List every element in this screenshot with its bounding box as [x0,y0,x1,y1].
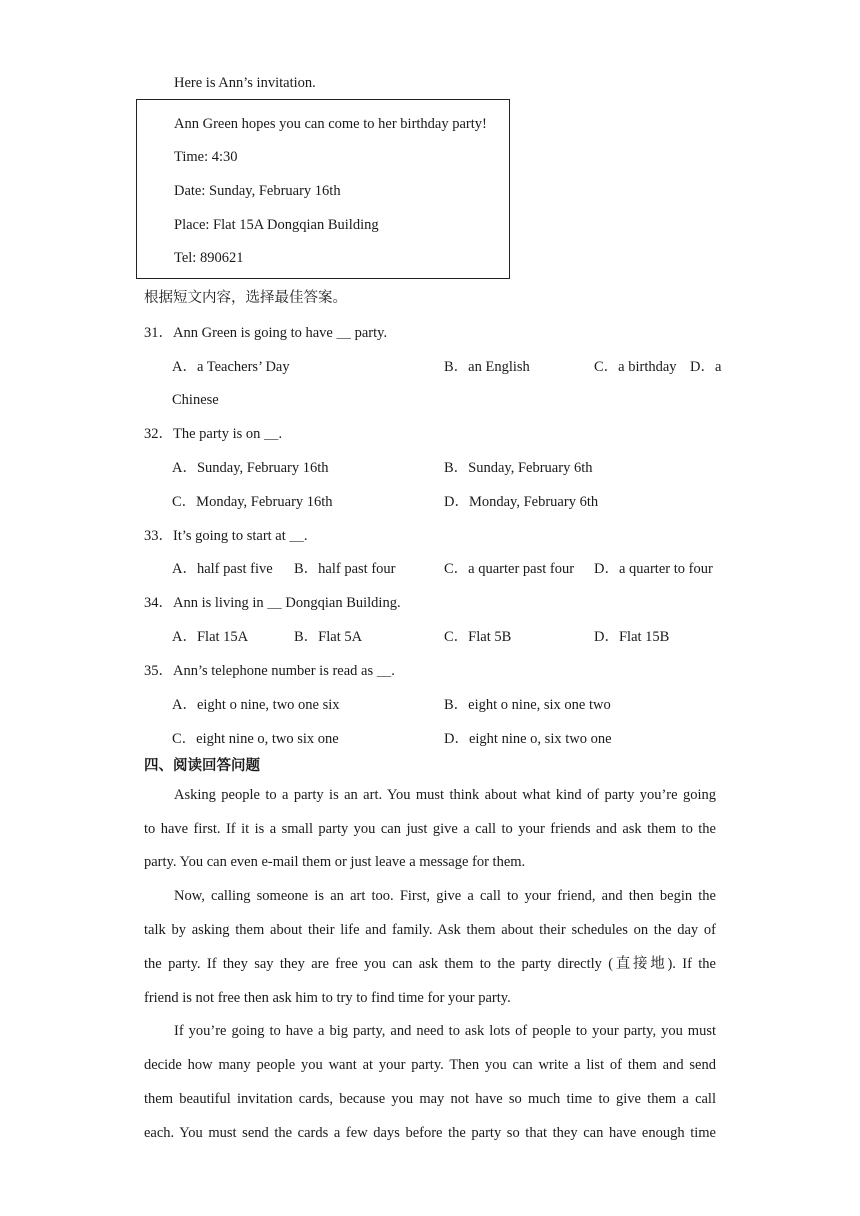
passage-line: Now, calling someone is an art too. First, give a call to your friend, and then begin the [174,888,716,904]
q33-option-c: C．a quarter past four [444,561,575,577]
q32-option-a: A．Sunday, February 16th [172,460,329,476]
question-32-stem: 32．The party is on ＿. [144,426,283,442]
q35-option-a: A．eight o nine, two one six [172,697,340,713]
q31-option-d-wrap: Chinese [172,392,219,408]
question-31-stem: 31．Ann Green is going to have ＿ party. [144,325,388,341]
passage-line: If you’re going to have a big party, and need to ask lots of people to your party, you must [174,1023,716,1039]
q32-option-b: B．Sunday, February 6th [444,460,593,476]
passage-line: them beautiful invitation cards, because you may not have so much time to give them a call [144,1091,716,1107]
q35-option-c: C．eight nine o, two six one [172,731,339,747]
q31-option-a: A．a Teachers’ Day [172,359,290,375]
q34-option-b: B．Flat 5A [294,629,363,645]
passage-line: to have first. If it is a small party you can just give a call to your friends and ask them to the [144,821,716,837]
passage-line: the party. If they say they are free you can ask them to the party directly (直接地). If the [144,956,716,972]
passage-line: friend is not free then ask him to try to find time for your party. [144,990,511,1006]
intro-text: Here is Ann’s invitation. [174,75,316,91]
passage-line: each. You must send the cards a few days before the party so that they can have enough time [144,1125,716,1141]
passage-line: Asking people to a party is an art. You must think about what kind of party you’re going [174,787,716,803]
q34-option-d: D．Flat 15B [594,629,670,645]
question-34-stem: 34．Ann is living in ＿ Dongqian Building. [144,595,401,611]
q32-option-d: D．Monday, February 6th [444,494,599,510]
passage-line: decide how many people you want at your party. Then you can write a list of them and send [144,1057,716,1073]
q34-option-c: C．Flat 5B [444,629,512,645]
invitation-line1: Ann Green hopes you can come to her birthday party! [174,116,487,132]
invitation-time: Time: 4:30 [174,149,238,165]
section-heading: 四、阅读回答问题 [144,758,260,774]
q33-option-b: B．half past four [294,561,396,577]
q33-option-a: A．half past five [172,561,273,577]
passage-line: party. You can even e-mail them or just leave a message for them. [144,854,526,870]
invitation-date: Date: Sunday, February 16th [174,183,341,199]
q35-option-d: D．eight nine o, six two one [444,731,612,747]
q32-option-c: C．Monday, February 16th [172,494,333,510]
q31-option-c: C．a birthday [594,359,677,375]
q34-option-a: A．Flat 15A [172,629,249,645]
q33-option-d: D．a quarter to four [594,561,713,577]
question-33-stem: 33．It’s going to start at ＿. [144,528,308,544]
q31-option-d: D．a [690,359,722,375]
passage-line: talk by asking them about their life and family. Ask them about their schedules on the day of [144,922,716,938]
invitation-place: Place: Flat 15A Dongqian Building [174,217,379,233]
instruction-text: 根据短文内容，选择最佳答案。 [144,290,347,306]
question-35-stem: 35．Ann’s telephone number is read as ＿. [144,663,395,679]
invitation-tel: Tel: 890621 [174,250,244,266]
q31-option-b: B．an English [444,359,530,375]
q35-option-b: B．eight o nine, six one two [444,697,611,713]
